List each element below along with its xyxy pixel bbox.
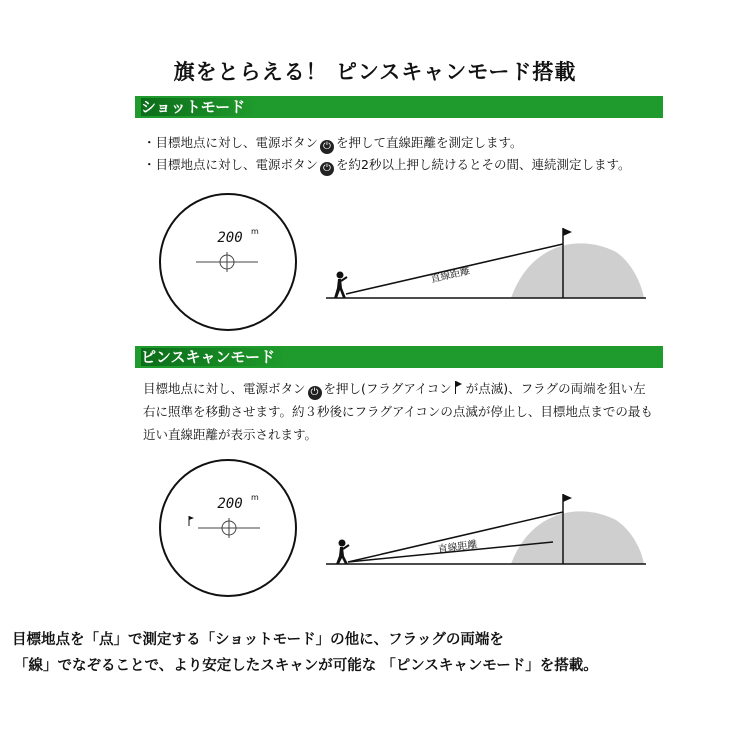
pin-viewfinder [158, 458, 298, 598]
shot-bullet-2-pre: ・目標地点に対し、電源ボタン [143, 157, 319, 172]
shot-display-value: 200 [217, 230, 243, 246]
power-button-icon: ⏻ [320, 162, 334, 176]
golfer-icon [336, 540, 349, 565]
golfer-icon [334, 272, 347, 299]
pin-display-unit: m [251, 493, 259, 502]
pin-line-label: 直線距離 [437, 539, 479, 556]
power-button-icon: ⏻ [320, 140, 334, 154]
shot-viewfinder [158, 192, 298, 332]
shot-display-unit: m [251, 227, 259, 236]
shot-bullet-2 [143, 155, 630, 176]
flag-icon [454, 381, 464, 394]
shot-bullet-2-post: を約2秒以上押し続けるとその間、連続測定します。 [336, 157, 631, 172]
shot-scene [326, 222, 646, 302]
pin-display-value: 200 [217, 496, 243, 512]
pin-desc-pre: 目標地点に対し、電源ボタン [143, 381, 306, 396]
shot-bullet-1 [143, 133, 523, 154]
shot-mode-heading: ショットモード [141, 98, 255, 116]
pin-scene [326, 488, 646, 568]
shot-bullet-1-post: を押して直線距離を測定します。 [336, 135, 523, 150]
pin-description [143, 377, 658, 446]
footer-line-1: 目標地点を「点」で測定する「ショットモード」の他に、フラッグの両端を [12, 632, 504, 648]
shot-line-label: 直線距離 [429, 265, 472, 286]
pin-mode-heading: ピンスキャンモード [141, 348, 285, 366]
shot-mode-header [135, 96, 663, 118]
pin-desc-post: が点滅)、フラグの両端を狙い左右に照準を移動させます。約３秒後にフラグアイコンの点滅が停止し、目標地点までの最も近い直線距離が表示されます。 [143, 381, 653, 442]
page-title: 旗をとらえる！ ピンスキャンモード搭載 [173, 60, 577, 84]
pin-desc-mid: を押し(フラグアイコン [323, 381, 452, 396]
power-button-icon: ⏻ [308, 386, 322, 400]
shot-bullet-1-pre: ・目標地点に対し、電源ボタン [143, 135, 319, 150]
footer-line-2: 「線」でなぞることで、より安定したスキャンが可能な 「ピンスキャンモード」を搭載。 [14, 658, 598, 674]
pin-mode-header [135, 346, 663, 368]
